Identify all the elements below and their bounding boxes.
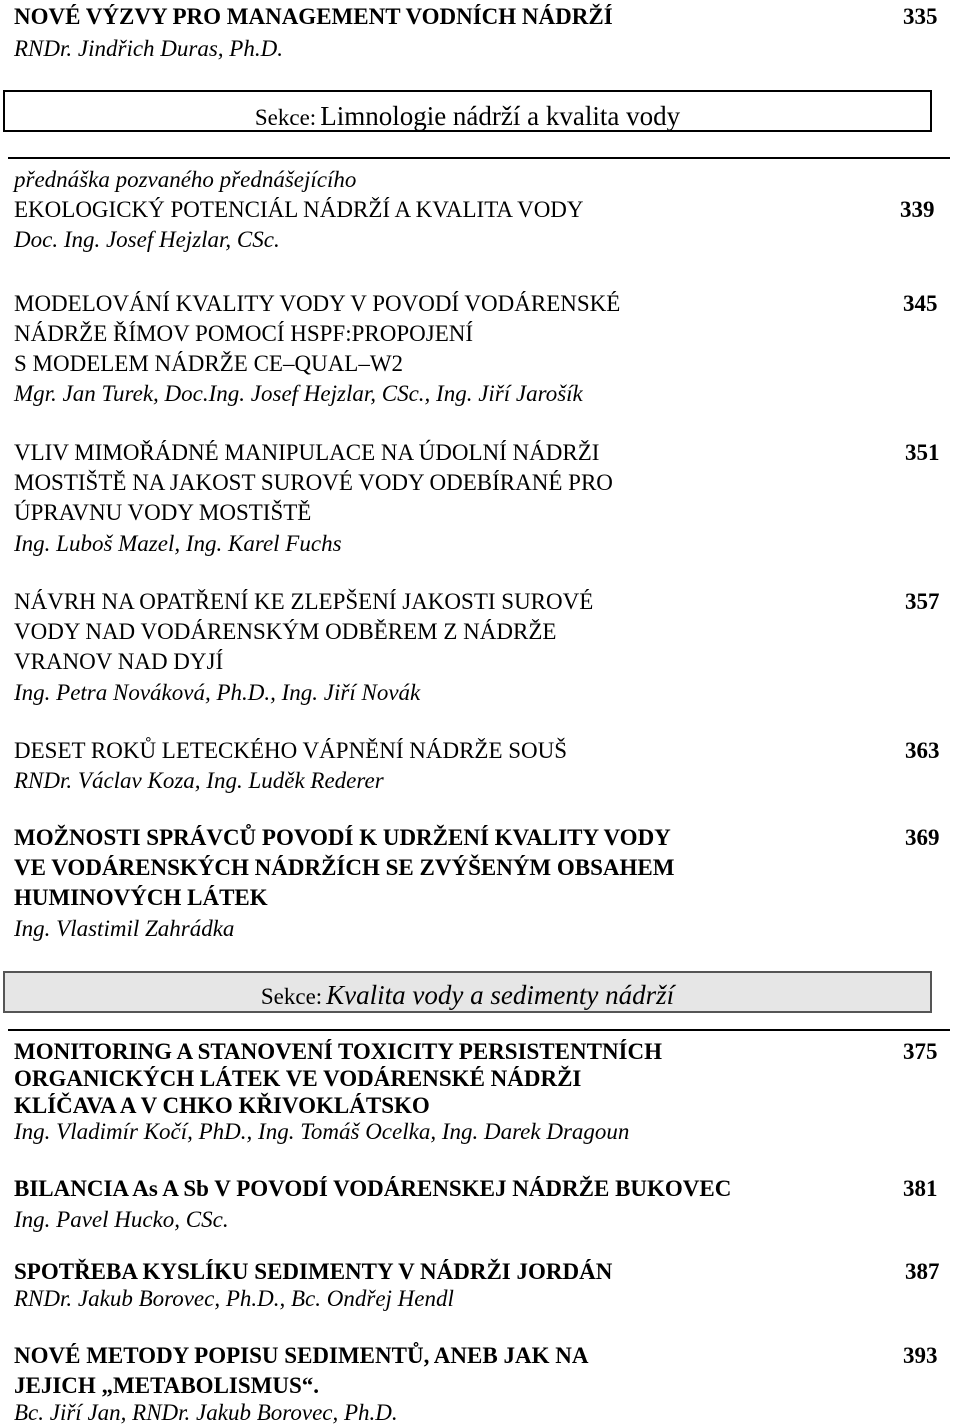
entry-title: JEJICH „METABOLISMUS“.	[14, 1373, 320, 1398]
entry-title: VLIV MIMOŘÁDNÉ MANIPULACE NA ÚDOLNÍ NÁDRŽI	[14, 440, 600, 465]
section-header	[3, 971, 932, 1013]
entry-title: MODELOVÁNÍ KVALITY VODY V POVODÍ VODÁRENSKÉ	[14, 291, 621, 316]
entry-title: BILANCIA As A Sb V POVODÍ VODÁRENSKEJ NÁDRŽE BUKOVEC	[14, 1176, 732, 1201]
entry-title: ORGANICKÝCH LÁTEK VE VODÁRENSKÉ NÁDRŽI	[14, 1066, 582, 1091]
entry-title: HUMINOVÝCH LÁTEK	[14, 885, 268, 910]
entry-title: KLÍČAVA A V CHKO KŘIVOKLÁTSKO	[14, 1093, 430, 1118]
entry-authors: Ing. Luboš Mazel, Ing. Karel Fuchs	[14, 531, 342, 556]
entry-authors: Mgr. Jan Turek, Doc.Ing. Josef Hejzlar, CSc., Ing. Jiří Jarošík	[14, 381, 583, 406]
entry-title: NOVÉ VÝZVY PRO MANAGEMENT VODNÍCH NÁDRŽÍ	[14, 4, 613, 29]
entry-page-number: 381	[903, 1176, 938, 1201]
entry-authors: Ing. Pavel Hucko, CSc.	[14, 1207, 229, 1232]
section-header	[3, 90, 932, 132]
section-prefix: Sekce:	[260, 984, 323, 1009]
entry-title: VRANOV NAD DYJÍ	[14, 649, 224, 674]
section-title: Kvalita vody a sedimenty nádrží	[326, 980, 675, 1010]
entry-title: MOŽNOSTI SPRÁVCŮ POVODÍ K UDRŽENÍ KVALITY VODY	[14, 825, 671, 850]
entry-title: VODY NAD VODÁRENSKÝM ODBĚREM Z NÁDRŽE	[14, 619, 557, 644]
entry-title: NÁVRH NA OPATŘENÍ KE ZLEPŠENÍ JAKOSTI SUROVÉ	[14, 589, 594, 614]
entry-page-number: 387	[905, 1259, 940, 1284]
entry-title: SPOTŘEBA KYSLÍKU SEDIMENTY V NÁDRŽI JORDÁN	[14, 1259, 613, 1284]
invited-lecture-label: přednáška pozvaného přednášejícího	[14, 167, 357, 192]
entry-page-number: 345	[903, 291, 938, 316]
entry-title: S MODELEM NÁDRŽE CE–QUAL–W2	[14, 351, 404, 376]
section-prefix: Sekce:	[254, 105, 317, 130]
entry-page-number: 351	[905, 440, 940, 465]
entry-authors: Bc. Jiří Jan, RNDr. Jakub Borovec, Ph.D.	[14, 1400, 398, 1425]
entry-title: ÚPRAVNU VODY MOSTIŠTĚ	[14, 500, 312, 525]
entry-title: EKOLOGICKÝ POTENCIÁL NÁDRŽÍ A KVALITA VODY	[14, 197, 584, 222]
entry-authors: Ing. Vlastimil Zahrádka	[14, 916, 235, 941]
entry-authors: RNDr. Jindřich Duras, Ph.D.	[14, 36, 283, 61]
entry-title: NOVÉ METODY POPISU SEDIMENTŮ, ANEB JAK NA	[14, 1343, 589, 1368]
entry-authors: Ing. Petra Nováková, Ph.D., Ing. Jiří Novák	[14, 680, 421, 705]
entry-page-number: 363	[905, 738, 940, 763]
entry-title: DESET ROKŮ LETECKÉHO VÁPNĚNÍ NÁDRŽE SOUŠ	[14, 738, 568, 763]
entry-title: MOSTIŠTĚ NA JAKOST SUROVÉ VODY ODEBÍRANÉ PRO	[14, 470, 613, 495]
entry-page-number: 339	[900, 197, 935, 222]
entry-page-number: 357	[905, 589, 940, 614]
entry-authors: RNDr. Václav Koza, Ing. Luděk Rederer	[14, 768, 384, 793]
entry-title: NÁDRŽE ŘÍMOV POMOCÍ HSPF:PROPOJENÍ	[14, 321, 474, 346]
section-title: Limnologie nádrží a kvalita vody	[320, 101, 681, 131]
entry-authors: Ing. Vladimír Kočí, PhD., Ing. Tomáš Ocelka, Ing. Darek Dragoun	[14, 1119, 630, 1144]
entry-authors: Doc. Ing. Josef Hejzlar, CSc.	[14, 227, 280, 252]
divider-rule	[8, 1029, 950, 1031]
entry-authors: RNDr. Jakub Borovec, Ph.D., Bc. Ondřej Hendl	[14, 1286, 454, 1311]
entry-page-number: 393	[903, 1343, 938, 1368]
entry-title: MONITORING A STANOVENÍ TOXICITY PERSISTENTNÍCH	[14, 1039, 662, 1064]
entry-title: VE VODÁRENSKÝCH NÁDRŽÍCH SE ZVÝŠENÝM OBSAHEM	[14, 855, 675, 880]
entry-page-number: 375	[903, 1039, 938, 1064]
divider-rule	[8, 157, 950, 159]
entry-page-number: 369	[905, 825, 940, 850]
entry-page-number: 335	[903, 4, 938, 29]
